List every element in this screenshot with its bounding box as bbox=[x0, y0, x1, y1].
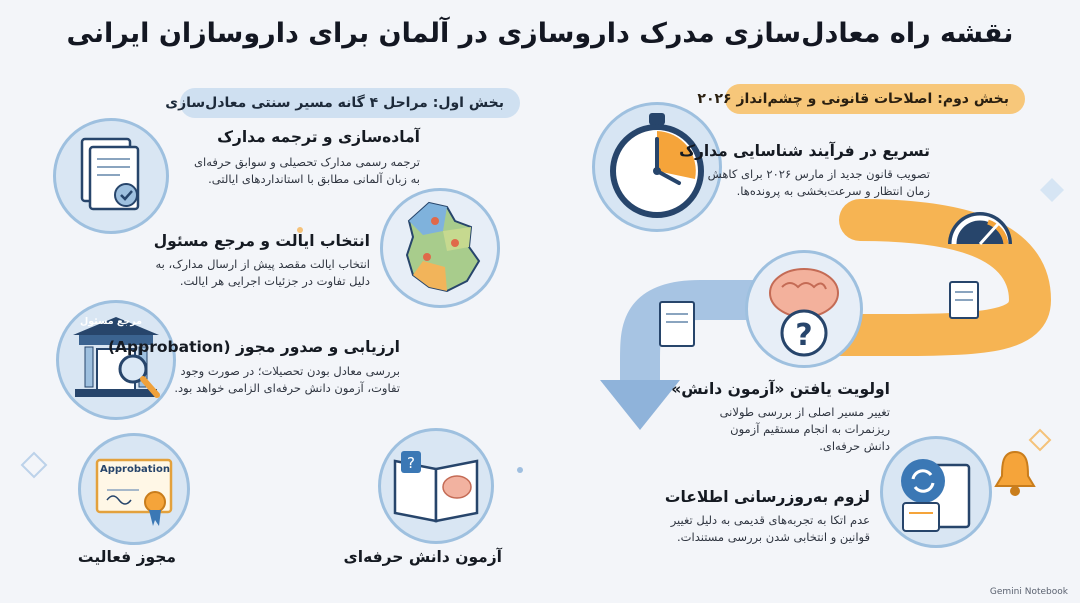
reform-2-line-1: تغییر مسیر اصلی از بررسی طولانی bbox=[719, 405, 890, 419]
license-certificate-icon bbox=[78, 433, 190, 545]
documents-icon bbox=[53, 118, 169, 234]
brain-question-icon bbox=[745, 250, 863, 368]
reform-1-line-1: تصویب قانون جدید از مارس ۲۰۲۶ برای کاهش bbox=[707, 167, 930, 181]
reform-2-line-2: ریزنمرات به انجام مستقیم آزمون bbox=[730, 422, 890, 436]
license-label: مجوز فعالیت bbox=[77, 548, 176, 566]
reform-2-description bbox=[700, 404, 890, 455]
step-3-description bbox=[170, 363, 400, 397]
certificate-label: Approbation bbox=[100, 464, 170, 475]
bell-icon bbox=[990, 446, 1040, 498]
step-2-line-2: دلیل تفاوت در جزئیات اجرایی هر ایالت. bbox=[179, 274, 370, 288]
reform-3-line-2: قوانین و انتخابی شدن بررسی مستندات. bbox=[677, 530, 870, 544]
reform-3-title: لزوم به‌روزرسانی اطلاعات bbox=[664, 488, 870, 506]
step-2-description bbox=[120, 256, 370, 290]
authority-sign: مرجع مسئول bbox=[80, 316, 143, 327]
reform-1-description bbox=[670, 166, 930, 200]
step-2-line-1: انتخاب ایالت مقصد پیش از ارسال مدارک، به bbox=[155, 257, 370, 271]
step-3-title: ارزیابی و صدور مجوز (Approbation) bbox=[107, 338, 400, 356]
speed-gauge-icon bbox=[940, 190, 1020, 250]
svg-text:?: ? bbox=[795, 318, 813, 353]
step-1-line-2: به زبان آلمانی مطابق با استانداردهای ایالتی. bbox=[208, 172, 420, 186]
exam-label: آزمون دانش حرفه‌ای bbox=[343, 548, 502, 566]
step-2-title: انتخاب ایالت و مرجع مسئول bbox=[153, 232, 370, 250]
document-icon bbox=[658, 300, 698, 350]
section-one-heading: بخش اول: مراحل ۴ گانه مسیر سنتی معادل‌سازی bbox=[180, 88, 520, 118]
reform-1-line-2: زمان انتظار و سرعت‌بخشی به پرونده‌ها. bbox=[736, 184, 930, 198]
reform-2-line-3: دانش حرفه‌ای. bbox=[819, 439, 890, 453]
step-3-line-1: بررسی معادل بودن تحصیلات؛ در صورت وجود bbox=[180, 364, 400, 378]
update-sync-icon bbox=[880, 436, 992, 548]
document-small-icon bbox=[948, 280, 982, 322]
reform-2-title: اولویت یافتن «آزمون دانش» bbox=[671, 380, 890, 398]
exam-book-icon bbox=[378, 428, 494, 544]
reform-3-description bbox=[640, 512, 870, 546]
reform-3-line-1: عدم اتکا به تجربه‌های قدیمی به دلیل تغییر bbox=[670, 513, 870, 527]
step-3-line-2: تفاوت، آزمون دانش حرفه‌ای الزامی خواهد بود. bbox=[174, 381, 400, 395]
section-two-heading: بخش دوم: اصلاحات قانونی و چشم‌انداز ۲۰۲۶ bbox=[725, 84, 1025, 114]
reform-1-title: تسریع در فرآیند شناسایی مدارک bbox=[679, 142, 930, 160]
step-1-title: آماده‌سازی و ترجمه مدارک bbox=[217, 128, 420, 146]
step-1-description bbox=[160, 154, 420, 188]
svg-text:?: ? bbox=[407, 454, 415, 472]
page-title: نقشه راه معادل‌سازی مدرک داروسازی در آلمان برای داروسازان ایرانی bbox=[66, 18, 1014, 49]
watermark-label: Gemini Notebook bbox=[989, 587, 1068, 597]
germany-map-icon bbox=[380, 188, 500, 308]
step-1-line-1: ترجمه رسمی مدارک تحصیلی و سوابق حرفه‌ای bbox=[194, 155, 420, 169]
